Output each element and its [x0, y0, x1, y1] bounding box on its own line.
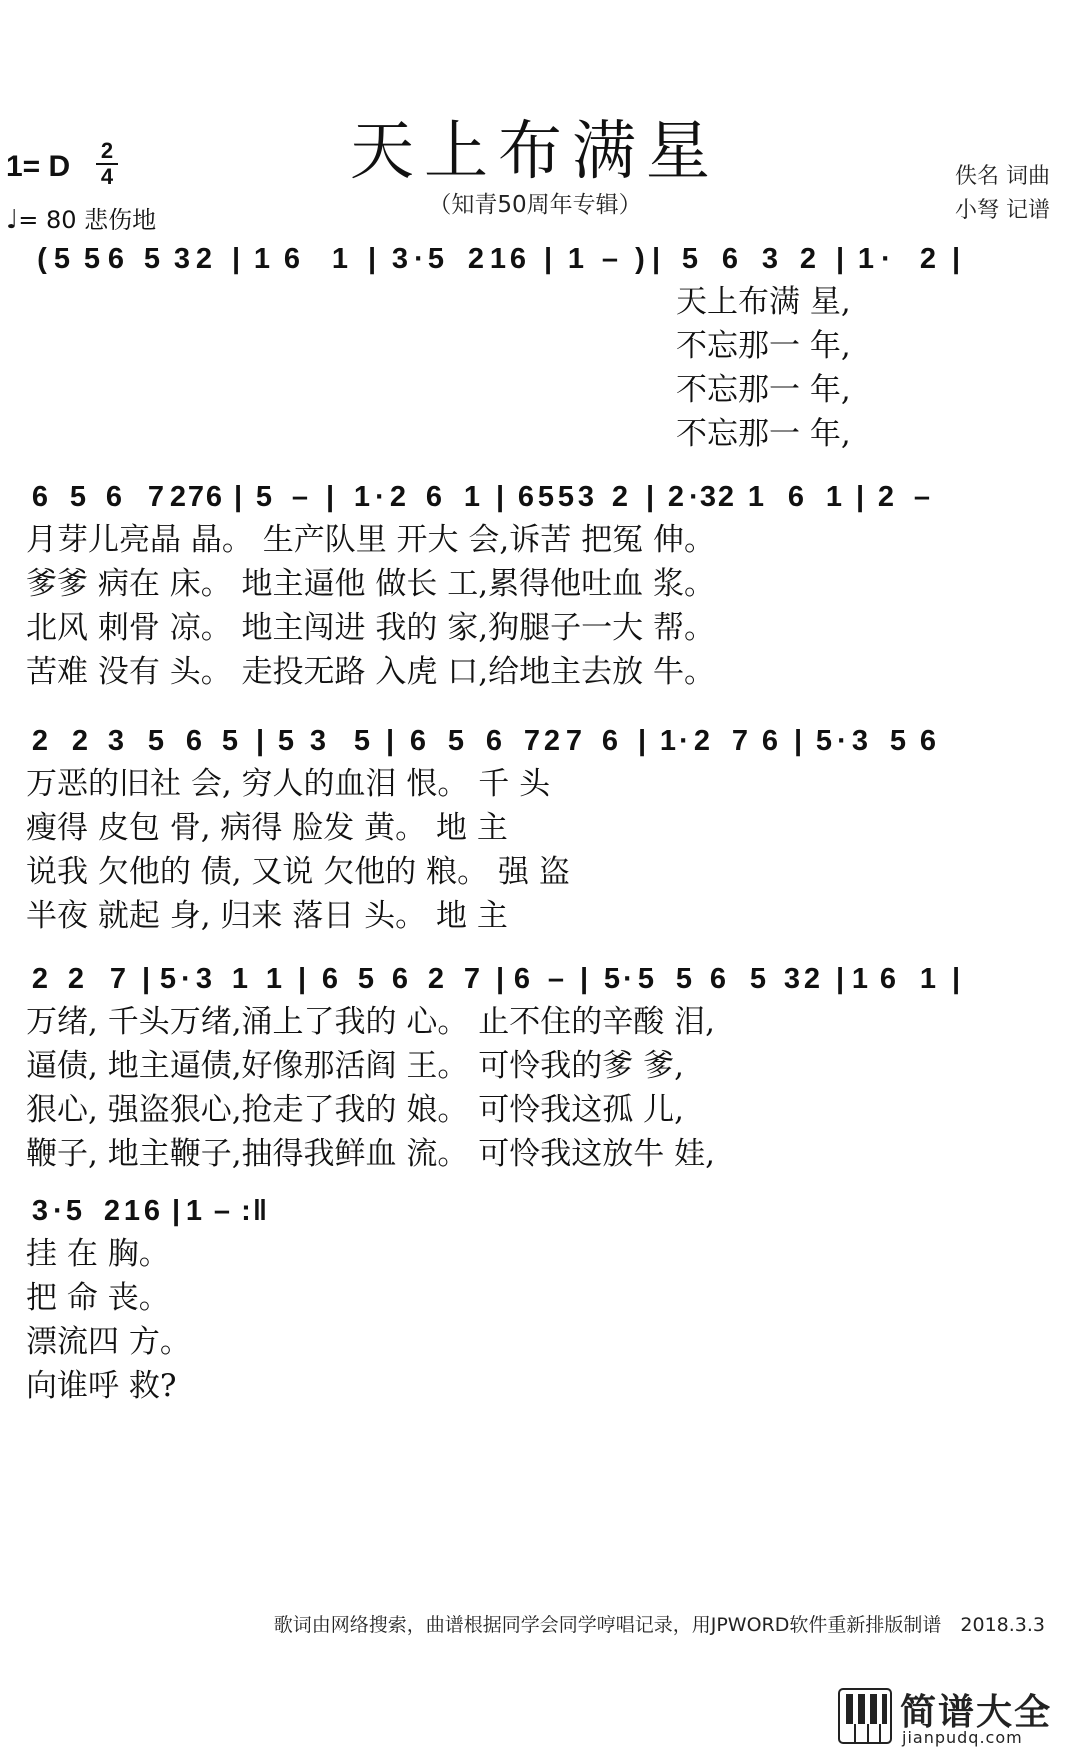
- note: 5: [277, 725, 295, 757]
- note: 6: [425, 481, 443, 513]
- lyric-line: 半夜 就起 身, 归来 落日 头。 地 主: [26, 898, 508, 934]
- note: 2: [877, 481, 895, 513]
- note: 5: [537, 481, 555, 513]
- note: 5: [221, 725, 239, 757]
- note: –: [213, 1195, 231, 1227]
- lyric-line: 不忘那一 年,: [676, 372, 851, 408]
- note: 5: [147, 725, 165, 757]
- note: ‖: [252, 1195, 268, 1227]
- note: 1: [747, 481, 765, 513]
- note: 5: [53, 243, 71, 275]
- note: 5: [557, 481, 575, 513]
- time-denominator: 4: [100, 164, 114, 189]
- note: 6: [761, 725, 779, 757]
- note: 2: [717, 481, 735, 513]
- score-system: [26, 1195, 267, 1404]
- note: 5: [889, 725, 907, 757]
- lyric-line: 爹爹 病在 床。 地主逼他 做长 工,累得他吐血 浆。: [26, 566, 715, 602]
- credit-transcriber: 小弩 记谱: [955, 198, 1050, 223]
- time-numerator: 2: [100, 138, 114, 163]
- note: 6: [517, 481, 535, 513]
- barline: |: [637, 725, 647, 757]
- note: 2: [67, 963, 85, 995]
- note: 5: [69, 481, 87, 513]
- note: 1: [825, 481, 843, 513]
- lyric-line: 挂 在 胸。: [26, 1236, 170, 1272]
- barline: |: [793, 725, 803, 757]
- page-title: 天上布满星: [350, 115, 720, 189]
- note: 5: [143, 243, 161, 275]
- note: 6: [105, 481, 123, 513]
- lyric-line: 瘦得 皮包 骨, 病得 脸发 黄。 地 主: [26, 810, 508, 846]
- note: 5: [255, 481, 273, 513]
- watermark-name: 简谱大全: [900, 1692, 1053, 1733]
- note: 6: [205, 481, 223, 513]
- note: 6: [879, 963, 897, 995]
- note: 6: [513, 963, 531, 995]
- barline: |: [233, 481, 243, 513]
- note: ·: [679, 725, 689, 757]
- note: 2: [427, 963, 445, 995]
- barline: |: [231, 243, 241, 275]
- note: 5: [353, 725, 371, 757]
- note: 6: [31, 481, 49, 513]
- barline: |: [171, 1195, 181, 1227]
- note: 7: [109, 963, 127, 995]
- barline: |: [495, 963, 505, 995]
- note: 3: [577, 481, 595, 513]
- lyric-line: 向谁呼 救?: [26, 1368, 177, 1404]
- note: 7: [187, 481, 205, 513]
- note: 6: [709, 963, 727, 995]
- note: 1: [185, 1195, 203, 1227]
- piano-keys-icon: [838, 1688, 892, 1744]
- note: 3: [107, 725, 125, 757]
- lyric-line: 把 命 丧。: [26, 1280, 170, 1316]
- note: 5: [675, 963, 693, 995]
- note: 3: [309, 725, 327, 757]
- note: 1: [659, 725, 677, 757]
- note: 1: [123, 1195, 141, 1227]
- note: 6: [787, 481, 805, 513]
- note: 3: [699, 481, 717, 513]
- credit-lyrics-music: 佚名 词曲: [955, 164, 1050, 189]
- note: (: [37, 243, 47, 275]
- note: 6: [721, 243, 739, 275]
- barline: |: [297, 963, 307, 995]
- footer-note: 歌词由网络搜索，曲谱根据同学会同学哼唱记录，用JPWORD软件重新排版制谱 2018.3.3: [273, 1614, 1045, 1636]
- barline: |: [645, 481, 655, 513]
- note: 5: [815, 725, 833, 757]
- lyric-line: 万恶的旧社 会, 穷人的血泪 恨。 千 头: [26, 766, 551, 802]
- note: 5: [65, 1195, 83, 1227]
- note: 6: [485, 725, 503, 757]
- note: 3: [173, 243, 191, 275]
- lyric-line: 鞭子, 地主鞭子,抽得我鲜血 流。 可怜我这放牛 娃,: [26, 1136, 715, 1172]
- barline: |: [495, 481, 505, 513]
- lyric-line: 不忘那一 年,: [676, 416, 851, 452]
- note: 2: [467, 243, 485, 275]
- note: 1: [489, 243, 507, 275]
- barline: |: [325, 481, 335, 513]
- lyric-line: 月芽儿亮晶 晶。 生产队里 开大 会,诉苦 把冤 伸。: [26, 522, 715, 558]
- note: 3: [391, 243, 409, 275]
- note: 7: [463, 963, 481, 995]
- note: 7: [731, 725, 749, 757]
- note: ·: [53, 1195, 63, 1227]
- lyric-line: 漂流四 方。: [26, 1324, 191, 1360]
- note: 2: [31, 725, 49, 757]
- note: 5: [637, 963, 655, 995]
- barline: |: [141, 963, 151, 995]
- note: 5: [603, 963, 621, 995]
- lyric-line: 苦难 没有 头。 走投无路 入虎 口,给地主去放 牛。: [26, 654, 715, 690]
- note: ·: [623, 963, 633, 995]
- note: 5: [427, 243, 445, 275]
- note: 5: [159, 963, 177, 995]
- note: 1: [857, 243, 875, 275]
- score-system: [26, 725, 936, 934]
- note: 5: [357, 963, 375, 995]
- note: 5: [749, 963, 767, 995]
- note: 6: [107, 243, 125, 275]
- note: 6: [601, 725, 619, 757]
- barline: |: [255, 725, 265, 757]
- barline: |: [855, 481, 865, 513]
- note: 1: [919, 963, 937, 995]
- note: 6: [321, 963, 339, 995]
- note: –: [547, 963, 565, 995]
- lyric-line: 逼债, 地主逼债,好像那活阎 王。 可怜我的爹 爹,: [26, 1048, 684, 1084]
- watermark: [838, 1684, 1058, 1748]
- lyric-line: 北风 刺骨 凉。 地主闯进 我的 家,狗腿子一大 帮。: [26, 610, 715, 646]
- lyric-line: 说我 欠他的 债, 又说 欠他的 粮。 强 盗: [26, 854, 570, 890]
- note: –: [601, 243, 619, 275]
- barline: |: [543, 243, 553, 275]
- note: 2: [919, 243, 937, 275]
- note: 2: [667, 481, 685, 513]
- note: 6: [509, 243, 527, 275]
- note: 2: [803, 963, 821, 995]
- note: 7: [565, 725, 583, 757]
- note: 2: [543, 725, 561, 757]
- score-system: [37, 243, 960, 452]
- watermark-url: jianpudq.com: [902, 1728, 1023, 1747]
- note: 7: [147, 481, 165, 513]
- note: 2: [169, 481, 187, 513]
- barline: |: [651, 243, 661, 275]
- tempo-text: = 80 悲伤地: [18, 206, 157, 234]
- note: :: [241, 1195, 251, 1227]
- note: 1: [463, 481, 481, 513]
- note: 6: [283, 243, 301, 275]
- barline: |: [951, 243, 961, 275]
- note: 5: [681, 243, 699, 275]
- note: 2: [103, 1195, 121, 1227]
- score-system: [26, 481, 930, 690]
- note: 3: [783, 963, 801, 995]
- note: ·: [414, 243, 424, 275]
- note: 2: [195, 243, 213, 275]
- note: 6: [409, 725, 427, 757]
- lyric-line: 不忘那一 年,: [676, 328, 851, 364]
- note: ·: [181, 963, 191, 995]
- note: 1: [353, 481, 371, 513]
- barline: |: [835, 243, 845, 275]
- note: 6: [143, 1195, 161, 1227]
- page-subtitle: （知青50周年专辑）: [428, 192, 642, 218]
- note: ·: [837, 725, 847, 757]
- note: 1: [331, 243, 349, 275]
- note: 2: [389, 481, 407, 513]
- lyric-line: 狠心, 强盗狠心,抢走了我的 娘。 可怜我这孤 儿,: [26, 1092, 684, 1128]
- key-signature: 1= D: [6, 150, 71, 183]
- note: 3: [31, 1195, 49, 1227]
- note: ·: [689, 481, 699, 513]
- note: 2: [611, 481, 629, 513]
- quarter-note-icon: ♩: [6, 205, 19, 235]
- note: –: [291, 481, 309, 513]
- note: ): [635, 243, 645, 275]
- note: 7: [523, 725, 541, 757]
- note: –: [913, 481, 931, 513]
- barline: |: [579, 963, 589, 995]
- note: 1: [253, 243, 271, 275]
- note: ·: [375, 481, 385, 513]
- lyric-line: 万绪, 千头万绪,涌上了我的 心。 止不住的辛酸 泪,: [26, 1004, 715, 1040]
- note: ·: [881, 243, 891, 275]
- barline: |: [835, 963, 845, 995]
- note: 1: [851, 963, 869, 995]
- note: 6: [391, 963, 409, 995]
- note: 1: [265, 963, 283, 995]
- note: 2: [693, 725, 711, 757]
- note: 2: [31, 963, 49, 995]
- note: 1: [567, 243, 585, 275]
- note: 6: [919, 725, 937, 757]
- note: 3: [195, 963, 213, 995]
- lyric-line: 天上布满 星,: [676, 284, 851, 320]
- note: 3: [761, 243, 779, 275]
- barline: |: [367, 243, 377, 275]
- note: 5: [447, 725, 465, 757]
- note: 5: [83, 243, 101, 275]
- barline: |: [385, 725, 395, 757]
- barline: |: [951, 963, 961, 995]
- score-system: [26, 963, 960, 1172]
- note: 6: [185, 725, 203, 757]
- note: 3: [851, 725, 869, 757]
- note: 2: [799, 243, 817, 275]
- note: 2: [71, 725, 89, 757]
- note: 1: [231, 963, 249, 995]
